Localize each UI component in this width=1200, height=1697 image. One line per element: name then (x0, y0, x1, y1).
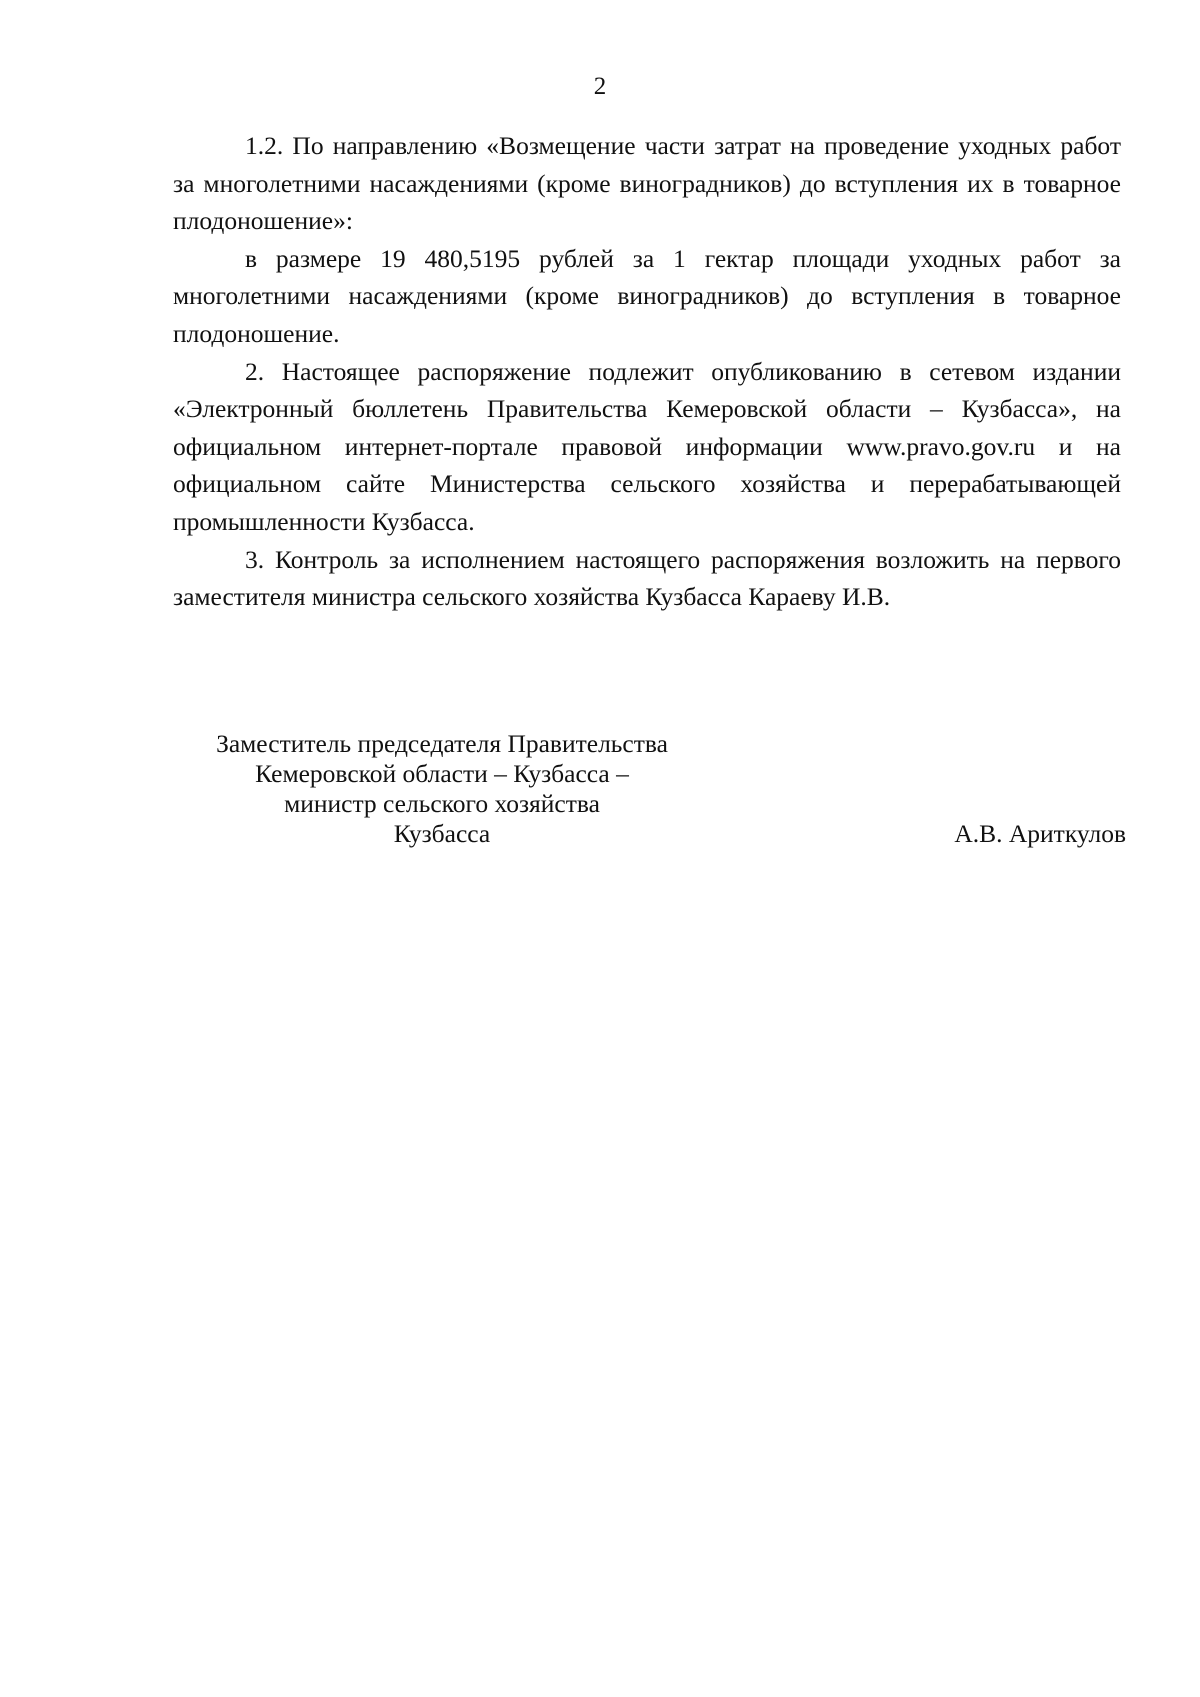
signatory-title (190, 729, 694, 849)
paragraph-1-2: 1.2. По направлению «Возмещение части затрат на проведение уходных работ за многолетними насаждениями (кроме виноградников) до вступления их в товарное плодоношение»: (173, 131, 1121, 236)
page-number: 2 (593, 73, 607, 100)
paragraph-amount: в размере 19 480,5195 рублей за 1 гектар площади уходных работ за многолетними насаждениями (кроме виноградников) до вступления в товарное плодоношение. (173, 243, 1121, 348)
signatory-title-line: Кемеровской области – Кузбасса – (255, 759, 629, 788)
paragraph-3-control: 3. Контроль за исполнением настоящего распоряжения возложить на первого заместителя министра сельского хозяйства Кузбасса Караеву И.В. (173, 544, 1121, 612)
signatory-title-line: министр сельского хозяйства (284, 789, 600, 818)
signatory-title-line: Заместитель председателя Правительства (216, 729, 668, 758)
paragraph-2-publication: 2. Настоящее распоряжение подлежит опубликованию в сетевом издании «Электронный бюллетень Правительства Кемеровской области – Кузбасса», на официальном интернет-портале правовой информации www.pravo.gov.ru и на официальном сайте Министерства сельского хозяйства и перерабатывающей промышленности Кузбасса. (173, 356, 1121, 536)
signatory-name: А.В. Ариткулов (954, 819, 1126, 848)
document-body (173, 127, 1121, 616)
signatory-title-line: Кузбасса (393, 819, 491, 848)
